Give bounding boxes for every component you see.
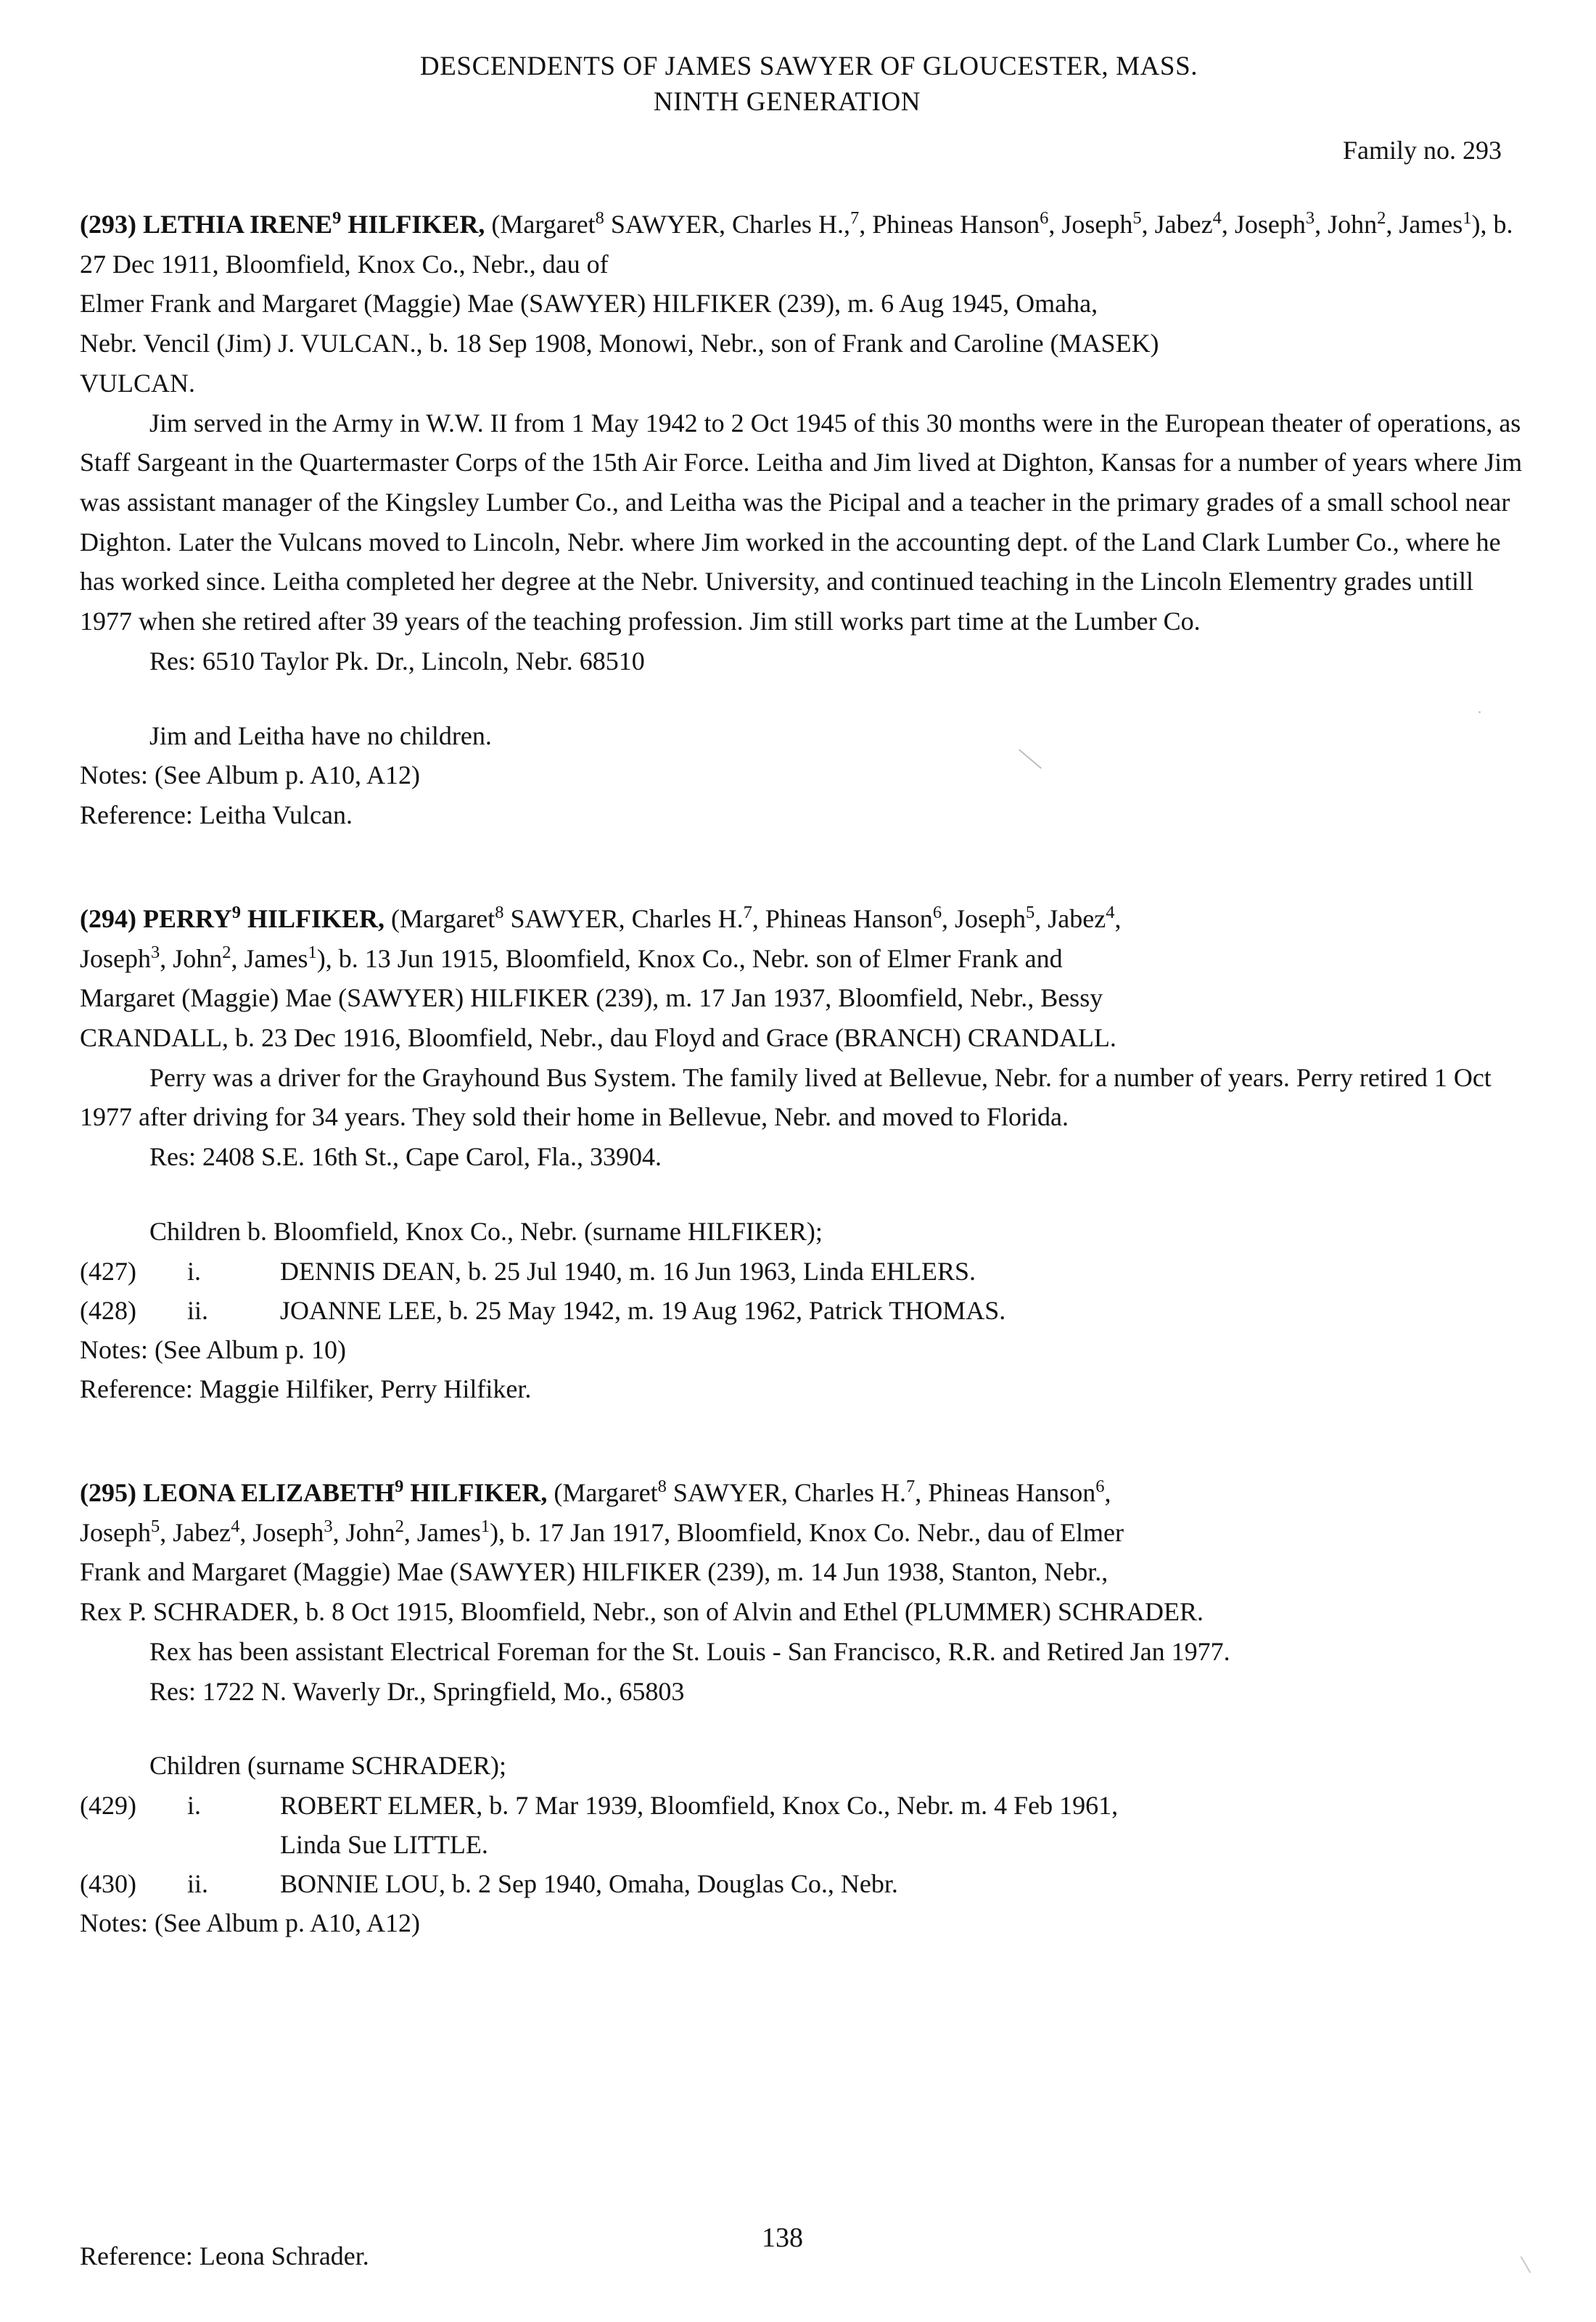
entry-295 (80, 1473, 1523, 1943)
entry-294-sup6: 6 (932, 902, 942, 922)
page-content (80, 51, 1523, 1943)
entry-293-lineage-g: , John (1315, 210, 1378, 239)
entry-294-sup8: 8 (495, 902, 504, 922)
child-text: BONNIE LOU, b. 2 Sep 1940, Omaha, Douglas Co., Nebr. (280, 1869, 898, 1898)
entry-295-lineage-h: , James (403, 1517, 481, 1547)
child-number: (429) (80, 1791, 136, 1820)
entry-295-sup8: 8 (657, 1476, 667, 1496)
child-text: JOANNE LEE, b. 25 May 1942, m. 19 Aug 1962, Patrick THOMAS. (280, 1295, 1006, 1325)
entry-295-lineage-a: SAWYER, Charles H. (672, 1477, 906, 1507)
entry-295-sup4: 4 (231, 1516, 240, 1536)
entry-293-lineage-a: SAWYER, Charles H., (610, 210, 850, 239)
child-number: (427) (80, 1256, 136, 1286)
entry-294-lineage-f: Joseph (80, 943, 151, 973)
entry-294-name-generation: 9 (231, 902, 241, 922)
entry-293-lineage-e: , Jabez (1141, 210, 1213, 239)
table-row (80, 1786, 1523, 1864)
entry-293-lineage-c: , (1048, 210, 1056, 239)
family-number-label: Family no. 293 (1342, 136, 1502, 165)
entry-295-line2: Frank and Margaret (Maggie) Mae (SAWYER) HILFIKER (239), m. 14 Jun 1938, Stanton, Nebr., (80, 1557, 1108, 1587)
entry-295-number: (295) (80, 1477, 136, 1507)
entry-294-surname: HILFIKER, (247, 903, 384, 933)
entry-295-line3: Rex P. SCHRADER, b. 8 Oct 1915, Bloomfield, Nebr., son of Alvin and Ethel (PLUMMER) SCHRADER. (80, 1597, 1204, 1627)
entry-294-narrative: Perry was a driver for the Grayhound Bus System. The family lived at Bellevue, Nebr. for a number of years. Perry retired 1 Oct 1977 after driving for 34 years. They sold their home in Bellevue, Nebr. and moved to Florida. (80, 1062, 1492, 1132)
entry-293-sup5: 5 (1132, 208, 1142, 228)
entry-294-sup1: 1 (308, 942, 317, 962)
scan-artifact-mark (1521, 2256, 1531, 2273)
entry-294-sup7: 7 (743, 902, 752, 922)
entry-294-sup5: 5 (1026, 902, 1035, 922)
entry-293-line3: Nebr. Vencil (Jim) J. VULCAN., b. 18 Sep 1908, Monowi, Nebr., son of Frank and Caroline (MASEK) (80, 329, 1159, 358)
entry-294-sup3: 3 (151, 942, 160, 962)
entry-294-notes: Notes: (See Album p. 10) (80, 1334, 346, 1364)
entry-293-heading (80, 205, 1523, 284)
scan-artifact-dot (1478, 711, 1481, 713)
entry-294-line2: Margaret (Maggie) Mae (SAWYER) HILFIKER (239), m. 17 Jan 1937, Bloomfield, Nebr., Bessy (80, 983, 1103, 1013)
entry-295-notes: Notes: (See Album p. A10, A12) (80, 1908, 420, 1937)
entry-293-lineage-i: ), (1471, 210, 1487, 239)
entry-294-line3: CRANDALL, b. 23 Dec 1916, Bloomfield, Nebr., dau Floyd and Grace (BRANCH) CRANDALL. (80, 1022, 1116, 1052)
document-header-title: DESCENDENTS OF JAMES SAWYER OF GLOUCESTER, MASS. (419, 52, 1198, 81)
entry-294-lineage-prefix: (Margaret (391, 903, 495, 933)
entry-293-name: LETHIA IRENE (142, 210, 333, 239)
entry-295-name-generation: 9 (395, 1476, 404, 1496)
entry-295-lineage-b: , Phineas Hanson (915, 1477, 1096, 1507)
entry-294 (80, 899, 1523, 1409)
table-row (80, 1291, 1523, 1330)
entry-293-lineage-b: , Phineas Hanson (859, 210, 1040, 239)
entry-295-reference: Reference: Leona Schrader. (80, 2241, 369, 2270)
entry-294-residence: Res: 2408 S.E. 16th St., Cape Carol, Fla., 33904. (149, 1142, 662, 1172)
entry-295-sup7: 7 (905, 1476, 916, 1496)
entry-295-sup1: 1 (480, 1516, 490, 1536)
entry-293-narrative: Jim served in the Army in W.W. II from 1 May 1942 to 2 Oct 1945 of this 30 months were in the European theater of operations, as Staff Sargeant in the Quartermaster Corps of the 15th Air Force. Leitha and Jim lived at Dighton, Kansas for a number of years where Jim was assistant manager of the Kingsley Lumber Co., and Leitha was the Picipal and a teacher in the primary grades of a small school near Dighton. Later the Vulcans moved to Lincoln, Nebr. where Jim worked in the accounting dept. of the Land Clark Lumber Co., where he has worked since. Leitha completed her degree at the Nebr. University, and continued teaching in the Lincoln Elementry grades untill 1977 when she retired after 39 years of the teaching profession. Jim still works part time at the Lumber Co. (80, 408, 1523, 636)
entry-295-name: LEONA ELIZABETH (142, 1477, 395, 1507)
entry-294-lineage-i: ), (316, 943, 332, 973)
entry-293-sup2: 2 (1377, 208, 1386, 228)
entry-294-number: (294) (80, 903, 136, 933)
entry-294-lineage-b: , Phineas Hanson (752, 903, 933, 933)
entry-295-heading (80, 1473, 1523, 1513)
entry-293-sup7: 7 (850, 208, 860, 228)
entry-294-sup2: 2 (222, 942, 231, 962)
entry-294-lineage-e: , (1114, 903, 1122, 933)
entry-294-lineage-h: , James (231, 943, 308, 973)
entry-293-line4: VULCAN. (80, 368, 195, 398)
entry-294-heading (80, 899, 1523, 939)
entry-294-name: PERRY (142, 903, 232, 933)
entry-293-lineage-f: , Joseph (1221, 210, 1306, 239)
child-roman: i. (187, 1256, 202, 1286)
entry-295-lineage-d: Joseph (80, 1517, 151, 1547)
child-roman: ii. (187, 1869, 209, 1898)
entry-294-lineage-a: SAWYER, Charles H. (510, 903, 744, 933)
entry-295-sup5: 5 (151, 1516, 160, 1536)
document-header-subtitle: NINTH GENERATION (653, 87, 921, 117)
entry-294-lineage-g: , John (160, 943, 223, 973)
entry-293-sup8: 8 (595, 208, 604, 228)
entry-293-number: (293) (80, 210, 136, 239)
entry-295-lineage-f: , Joseph (239, 1517, 324, 1547)
entry-295-lineage-prefix: (Margaret (554, 1477, 658, 1507)
entry-293-name-generation: 9 (332, 208, 342, 228)
child-roman: i. (187, 1791, 202, 1820)
entry-294-birth: b. 13 Jun 1915, Bloomfield, Knox Co., Nebr. son of Elmer Frank and (338, 943, 1063, 973)
entry-295-lineage-c: , (1104, 1477, 1111, 1507)
table-row (80, 1252, 1523, 1291)
entry-293-sup6: 6 (1040, 208, 1049, 228)
entry-295-lineage-line2 (80, 1513, 1523, 1553)
child-roman: ii. (187, 1295, 209, 1325)
child-text (280, 1786, 1523, 1864)
entry-295-birth: b. 17 Jan 1917, Bloomfield, Knox Co. Nebr., dau of Elmer (511, 1517, 1124, 1547)
entry-294-sup4: 4 (1106, 902, 1115, 922)
entry-293-reference: Reference: Leitha Vulcan. (80, 800, 353, 830)
page-number: 138 (762, 2223, 803, 2253)
table-row (80, 1864, 1523, 1903)
entry-295-sup3: 3 (324, 1516, 333, 1536)
child-number: (428) (80, 1295, 136, 1325)
entry-293-line2: Elmer Frank and Margaret (Maggie) Mae (SAWYER) HILFIKER (239), m. 6 Aug 1945, Omaha, (80, 289, 1098, 319)
child-text-line1: ROBERT ELMER, b. 7 Mar 1939, Bloomfield, Knox Co., Nebr. m. 4 Feb 1961, (280, 1791, 1119, 1820)
entry-295-sup6: 6 (1095, 1476, 1105, 1496)
entry-295-surname: HILFIKER, (410, 1477, 548, 1507)
entry-295-narrative: Rex has been assistant Electrical Foreman for the St. Louis - San Francisco, R.R. and Retired Jan 1977. (149, 1636, 1230, 1666)
entry-295-lineage-e: , Jabez (160, 1517, 231, 1547)
entry-293-children-note: Jim and Leitha have no children. (149, 721, 492, 750)
entry-293-birth: b. 27 Dec 1911, Bloomfield, Knox Co., Nebr., dau of (80, 210, 1513, 279)
entry-293-lineage-prefix: (Margaret (491, 210, 596, 239)
entry-293-sup3: 3 (1305, 208, 1315, 228)
entry-295-lineage-i: ), (490, 1517, 506, 1547)
entry-294-children-heading: Children b. Bloomfield, Knox Co., Nebr. (surname HILFIKER); (149, 1216, 823, 1246)
entry-293-surname: HILFIKER, (347, 210, 485, 239)
entry-295-sup2: 2 (395, 1516, 404, 1536)
child-number: (430) (80, 1869, 136, 1898)
entry-294-lineage-c: , Joseph (942, 903, 1027, 933)
entry-295-residence: Res: 1722 N. Waverly Dr., Springfield, Mo., 65803 (149, 1676, 685, 1706)
entry-294-reference: Reference: Maggie Hilfiker, Perry Hilfiker. (80, 1374, 532, 1404)
entry-294-lineage-line2 (80, 939, 1523, 979)
entry-293-lineage-d: Joseph (1061, 210, 1133, 239)
entry-293-sup1: 1 (1463, 208, 1472, 228)
entry-293-notes: Notes: (See Album p. A10, A12) (80, 760, 420, 790)
child-text-line2: Linda Sue LITTLE. (280, 1830, 488, 1859)
entry-293 (80, 205, 1523, 835)
child-text: DENNIS DEAN, b. 25 Jul 1940, m. 16 Jun 1963, Linda EHLERS. (280, 1256, 976, 1286)
entry-293-residence: Res: 6510 Taylor Pk. Dr., Lincoln, Nebr. 68510 (149, 646, 645, 676)
entry-293-lineage-h: , James (1386, 210, 1463, 239)
entry-293-sup4: 4 (1212, 208, 1222, 228)
entry-295-lineage-g: , John (332, 1517, 395, 1547)
entry-294-lineage-d: , Jabez (1034, 903, 1106, 933)
entry-295-children-heading: Children (surname SCHRADER); (149, 1751, 506, 1781)
